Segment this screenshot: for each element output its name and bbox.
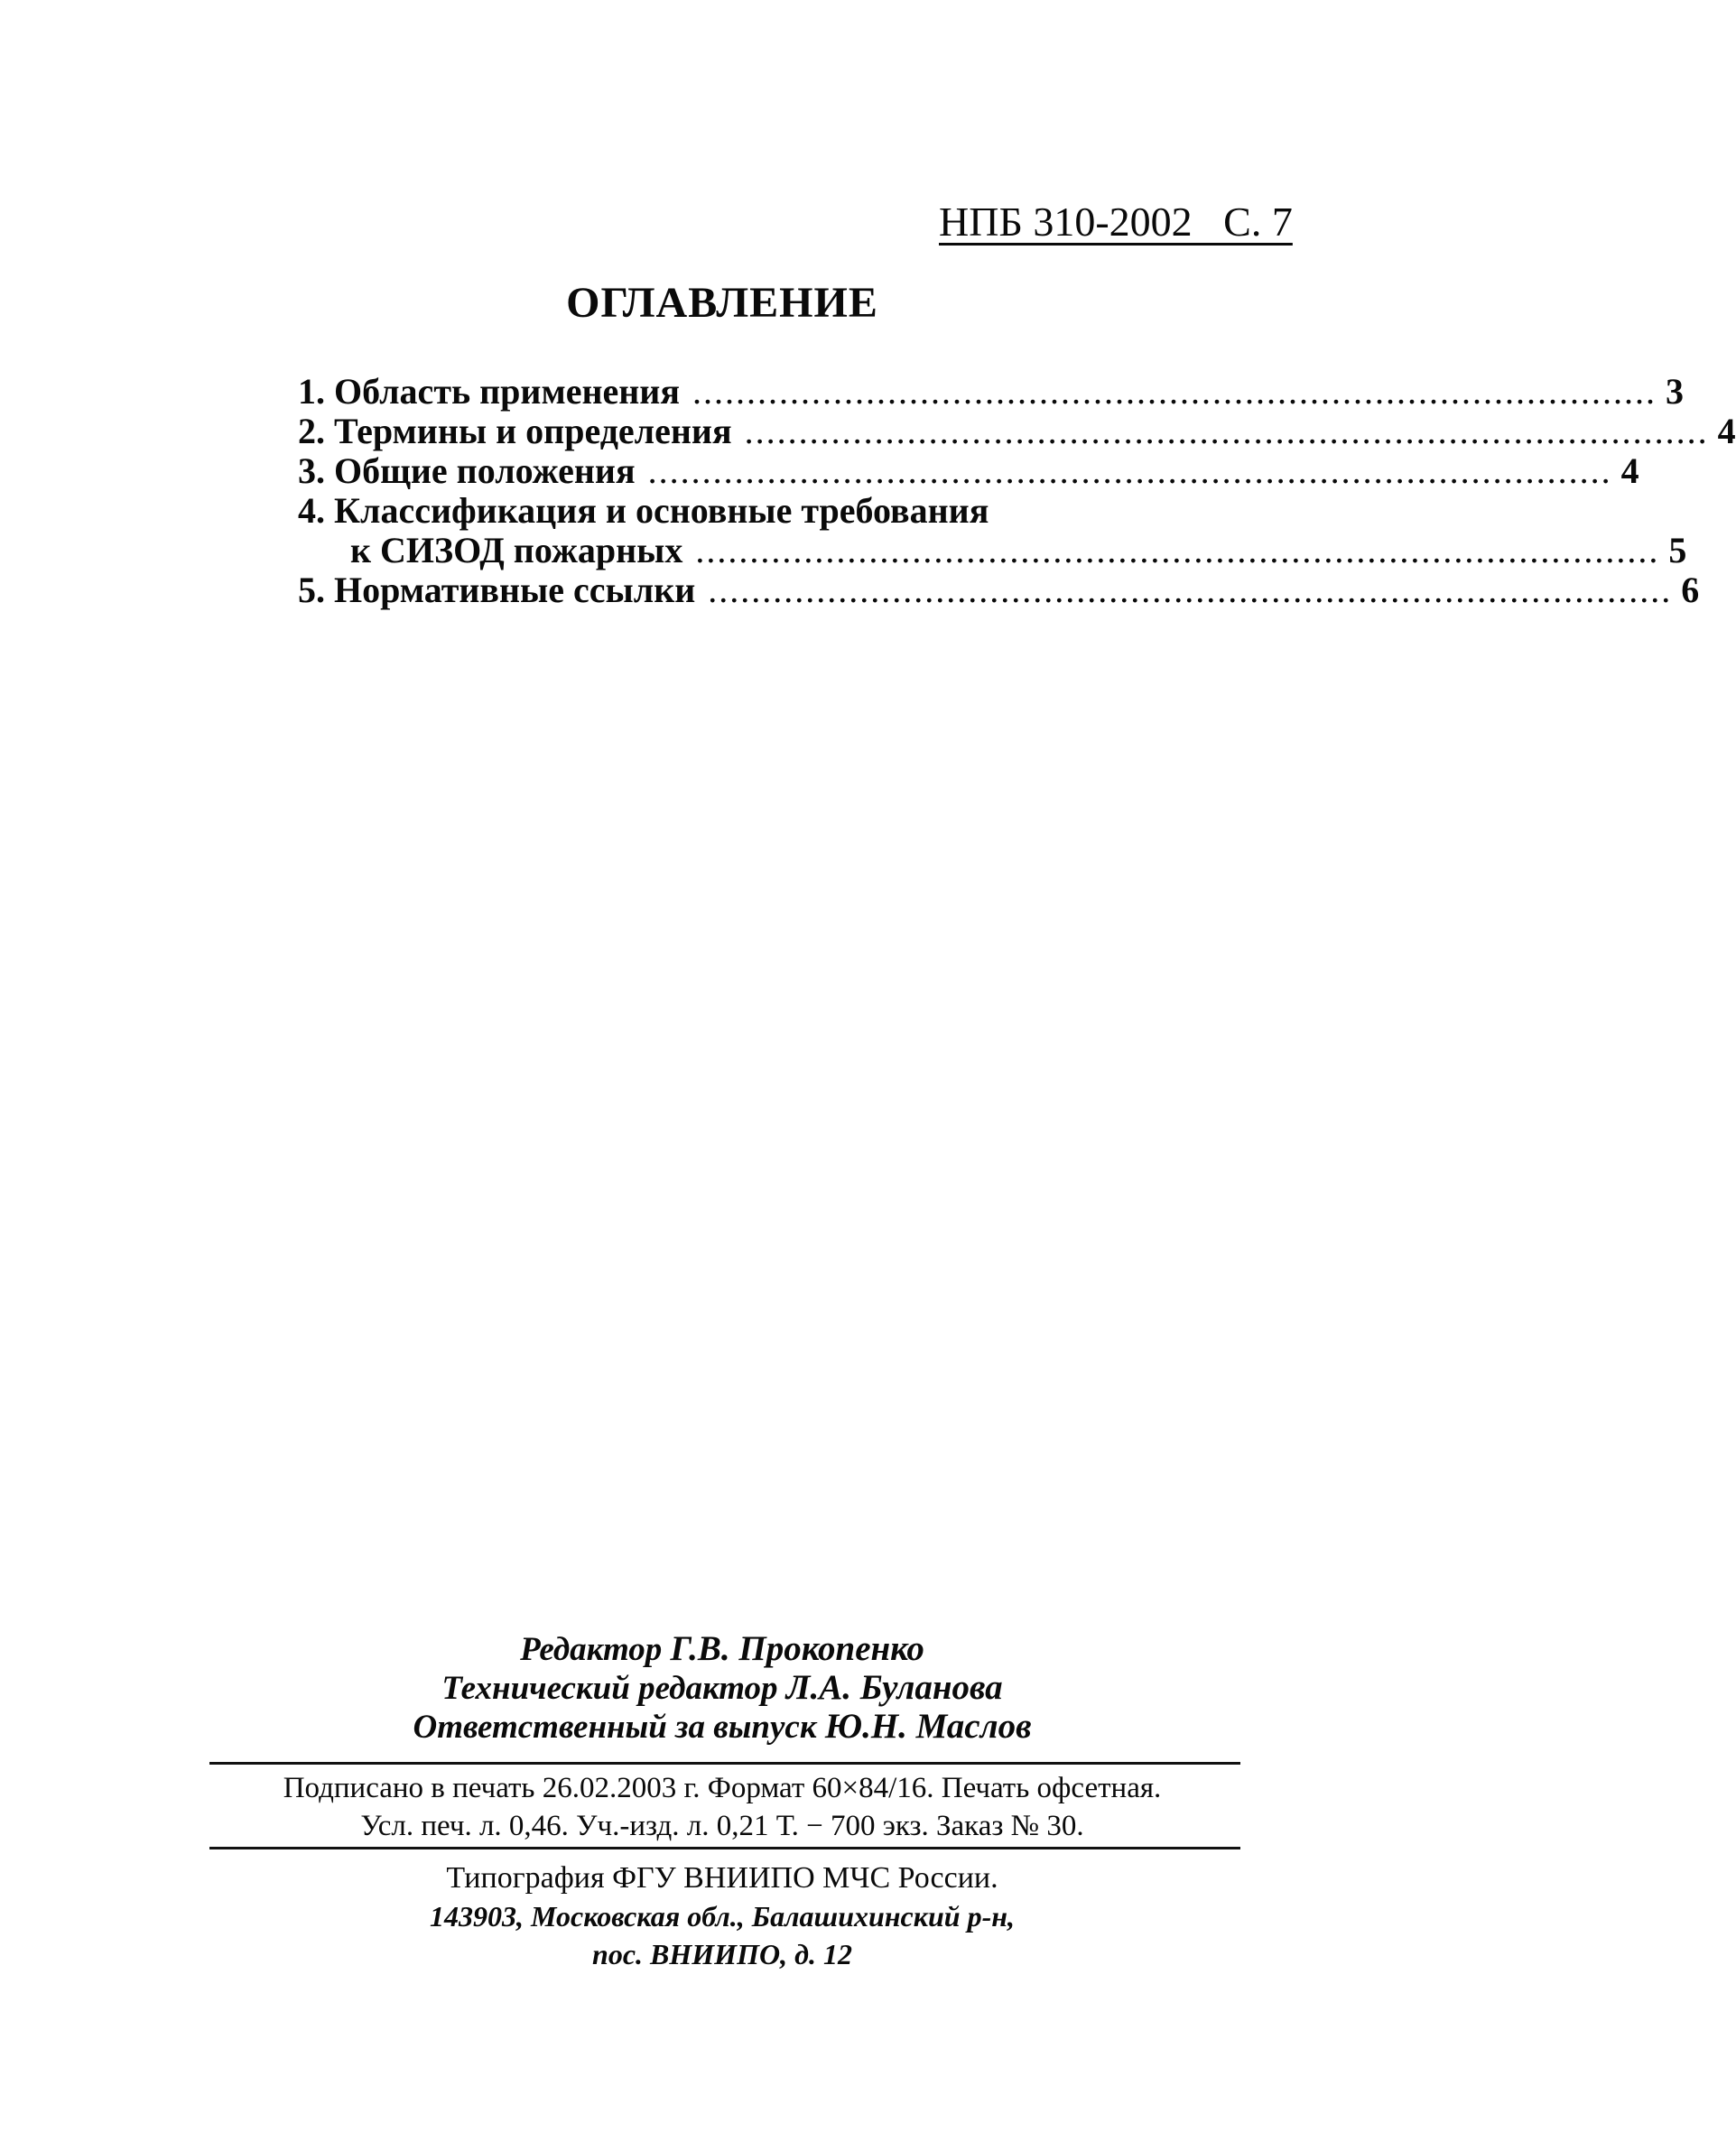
toc-leader-dots: ......................................................................................... <box>647 450 1612 491</box>
toc-entry[interactable] <box>298 411 1736 451</box>
toc-leader-dots: ......................................................................................... <box>708 570 1673 610</box>
print-info-line-1: Подписано в печать 26.02.2003 г. Формат 60×84/16. Печать офсетная. <box>283 1772 1162 1804</box>
toc-entry[interactable] <box>298 371 1684 412</box>
printer-info <box>0 1859 1444 1973</box>
toc-leader-dots: ......................................................................................... <box>744 411 1709 451</box>
printer-name: Типография ФГУ ВНИИПО МЧС России. <box>446 1861 998 1895</box>
tech-editor-line <box>0 1669 1444 1708</box>
print-info-line-2: Усл. печ. л. 0,46. Уч.-изд. л. 0,21 Т. − 700 экз. Заказ № 30. <box>360 1810 1084 1842</box>
print-info <box>0 1769 1444 1845</box>
toc-leader-dots: ......................................................................................... <box>695 530 1660 570</box>
toc-leader-dots: ......................................................................................... <box>692 371 1657 412</box>
toc-entry-page: 4 <box>1620 450 1639 491</box>
table-of-contents <box>298 371 1736 610</box>
toc-entry[interactable] <box>298 450 1639 491</box>
tech-editor-name: Л.А. Буланова <box>785 1668 1003 1707</box>
toc-entry-label: 5. Нормативные ссылки <box>298 570 696 610</box>
divider-top <box>209 1762 1240 1765</box>
toc-entry-page: 3 <box>1666 371 1684 412</box>
toc-entry-label: 1. Область применения <box>298 371 680 412</box>
toc-entry-label: 4. Классификация и основные требования <box>298 490 989 531</box>
editor-name: Г.В. Прокопенко <box>670 1629 924 1668</box>
printer-address-line-1: 143903, Московская обл., Балашихинский р-н, <box>430 1900 1015 1933</box>
toc-entry[interactable] <box>298 491 1170 531</box>
divider-bottom <box>209 1847 1240 1849</box>
toc-entry-label: 2. Термины и определения <box>298 411 732 451</box>
toc-entry-page: 4 <box>1717 411 1736 451</box>
tech-editor-role: Технический редактор <box>441 1670 778 1707</box>
toc-entry-page: 6 <box>1681 570 1700 610</box>
editorial-credits <box>0 1630 1444 1747</box>
responsible-name: Ю.Н. Маслов <box>824 1707 1032 1746</box>
toc-entry-label: 3. Общие положения <box>298 450 636 491</box>
responsible-line <box>0 1708 1444 1747</box>
toc-entry[interactable] <box>298 570 1700 610</box>
editor-line <box>0 1630 1444 1669</box>
toc-entry-page: 5 <box>1668 530 1687 570</box>
editor-role: Редактор <box>520 1631 663 1668</box>
toc-title: ОГЛАВЛЕНИЕ <box>566 279 878 327</box>
responsible-role: Ответственный за выпуск <box>413 1709 817 1746</box>
toc-entry-label-continuation: к СИЗОД пожарных <box>350 530 683 570</box>
printer-address-line-2: пос. ВНИИПО, д. 12 <box>592 1938 852 1970</box>
toc-entry-continuation[interactable] <box>298 530 1687 570</box>
page-header-doc-ref: НПБ 310-2002 С. 7 <box>939 199 1293 245</box>
